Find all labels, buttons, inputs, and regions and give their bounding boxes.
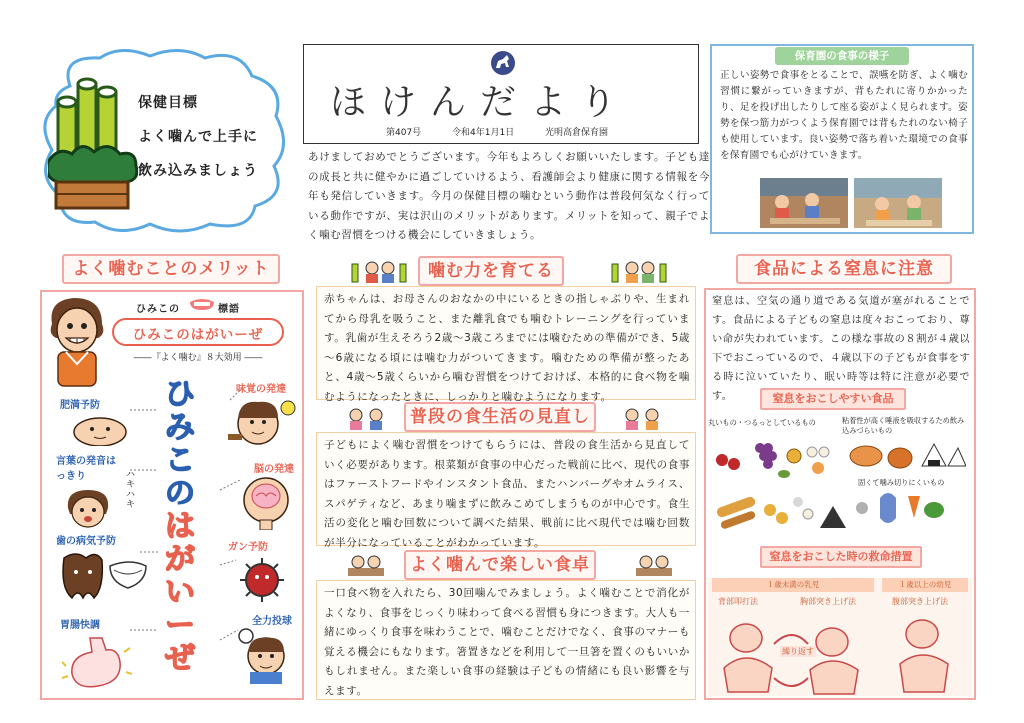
vertical-slogan-char: が xyxy=(165,542,195,577)
goal-line-2: 飲み込みましょう xyxy=(138,163,258,179)
kadomatsu-icon xyxy=(48,62,138,212)
masthead-issue: 第407号 xyxy=(386,128,422,138)
label-stomach: 胃腸快調 xyxy=(60,620,100,631)
chewing-text: 赤ちゃんは、お母さんのおなかの中にいるときの指しゃぶりや、生まれてから母乳を吸うこと、また離乳食でも噛むトレーニングを行っています。乳歯が生えそろう2歳～3歳ころまでには噛むための準備ができ、5歳～6歳になる頃には噛む力がついてきます。噛むための準備が整ったあと、4歳～5歳くらいから噛む習慣をつけておけば、本格的に食べ物を噛むようになったときに、しっかりと噛むようになります。 xyxy=(324,293,690,403)
nursery-photo-2 xyxy=(854,178,942,228)
foods-banner: 窒息をおこしやすい食品 xyxy=(760,388,906,410)
step1a-label: 背部叩打法 xyxy=(718,597,758,606)
step2-tab: １歳以上の幼児 xyxy=(882,578,968,592)
label-obesity: 肥満予防 xyxy=(60,400,100,411)
vertical-slogan-char: は xyxy=(165,509,195,544)
table-banner: よく噛んで楽しい食卓 xyxy=(404,550,596,580)
kids-icon-right-2 xyxy=(620,406,666,430)
choking-banner: 食品による窒息に注意 xyxy=(736,254,952,284)
slogan-subtitle: ――『よく噛む』８大効用 ―― xyxy=(133,353,263,363)
vertical-slogan-char: ー xyxy=(165,608,195,643)
nursery-title: 保育園の食事の様子 xyxy=(775,47,909,65)
goal-line-1: よく噛んで上手に xyxy=(138,129,258,145)
horse-emblem-icon xyxy=(490,50,516,76)
slogan-header-prefix: ひみこの xyxy=(136,304,180,315)
table-text: 一口食べ物を入れたら、30回噛んでみましょう。よく噛むことで消化がよくなり、食事をじっくり味わって食べる習慣も身につきます。大人も一緒にゆっくり食事を味わうことで、噛むことだけでなく、食事のマナーも覚える機会にもなります。箸置きなどを利用して一旦箸を置くのもいいかもしれません。また楽しい食事の経験は子どもの情緒にも良い影響を与えます。 xyxy=(324,587,690,697)
family-icon-right xyxy=(634,552,674,578)
step2a-label: 腹部突き上げ法 xyxy=(892,597,948,606)
vertical-slogan-char: の xyxy=(165,476,195,511)
sticky-foods-icon xyxy=(848,436,966,476)
vertical-slogan-char: ひ xyxy=(165,377,195,412)
merits-banner: よく噛むことのメリット xyxy=(62,254,280,284)
cat-hard-label: 固くて噛み切りにくいもの xyxy=(858,478,945,487)
kids-kadomatsu-icon-right xyxy=(608,258,672,284)
intro-text: あけましておめでとうございます。今年もよろしくお願いいたします。子ども達の成長と共に健やかに過ごしていけるよう、看護師会より健康に関する情報を今年も発信していきます。今月の保健目標の噛むという動作は普段何気なく行っている動作ですが、実は沢山のメリットがあります。メリットを知って、親子でよく噛む習慣をつける機会にしていきましょう。 xyxy=(308,151,710,241)
masthead-date: 令和4年1月1日 xyxy=(452,128,515,138)
masthead-school: 光明高倉保育園 xyxy=(545,128,609,138)
cat-round-label: 丸いもの・つるっとしているもの xyxy=(708,418,816,427)
nursery-photo-1 xyxy=(760,178,848,228)
slogan-text: ひみこのはがいーぜ xyxy=(132,327,264,343)
vertical-slogan-char: い xyxy=(165,575,195,610)
chewing-banner: 噛む力を育てる xyxy=(418,256,564,286)
review-text: 子どもによく噛む習慣をつけてもらうには、普段の食生活から見直していく必要があります。根菜類が食事の中心だった戦前に比べ、現代の食事はファーストフードやインスタント食品、またハンバーグやオムライス、スパゲティなど、あまり噛まずに飲みこめてしまうものが中心です。食生活の変化と噛む回数について調べた結果、戦前に比べ現代では噛む回数が半分になっていることがわかっています。 xyxy=(324,439,690,549)
label-cancer: ガン予防 xyxy=(228,542,268,553)
kids-icon-left-2 xyxy=(344,406,390,430)
label-speech: 言葉の発音はっきり xyxy=(56,456,116,482)
family-icon-left xyxy=(346,552,386,578)
cat-sticky-label: 粘着性が高く唾液を吸収するため飲み込みづらいもの xyxy=(842,416,965,435)
hard-foods-icon xyxy=(712,488,970,534)
review-banner: 普段の食生活の見直し xyxy=(404,402,596,432)
goal-heading: 保健目標 xyxy=(138,95,198,111)
vertical-slogan-char: ぜ xyxy=(165,641,195,676)
round-foods-icon xyxy=(712,434,842,482)
step1b-label: 胸部突き上げ法 xyxy=(800,597,856,606)
label-taste: 味覚の発達 xyxy=(236,384,286,395)
first-aid-banner: 窒息をおこした時の救命措置 xyxy=(760,546,922,568)
speech-bubble-text: ハキハキ xyxy=(126,470,136,510)
label-power: 全力投球 xyxy=(252,616,292,627)
first-aid-illustration xyxy=(712,608,970,696)
vertical-slogan-char: み xyxy=(165,410,195,445)
step1-tab: １歳未満の乳児 xyxy=(712,578,874,592)
masthead-title: ほけんだより xyxy=(330,82,631,123)
kids-kadomatsu-icon-left xyxy=(348,258,412,284)
choking-text: 窒息は、空気の通り道である気道が塞がれることです。食品による子どもの窒息は度々おこっており、尊い命が失われています。この様な事故の８割が４歳以下でおこっているので、４歳以下の子どもが食事をする時に泣いていたり、眠い時等は特に注意が必要です。 xyxy=(712,296,970,402)
connector-lines xyxy=(40,290,304,700)
repeat-label: 繰り返す xyxy=(782,647,814,656)
label-teeth: 歯の病気予防 xyxy=(56,536,116,547)
vertical-slogan-char: こ xyxy=(165,443,195,478)
nursery-text: 正しい姿勢で食事をとることで、誤嚥を防ぎ、よく噛む習慣に繋がっていきますが、背もたれに寄りかかったり、足を投げ出したりして座る姿がよく見られます。姿勢を保つ筋力がつくよう保育園では背もたれのない椅子も使用しています。良い姿勢で落ち着いた環境での食事を保育園でも心がけていきます。 xyxy=(720,70,968,161)
slogan-header-suffix: 標語 xyxy=(218,304,240,315)
label-brain: 脳の発達 xyxy=(254,464,294,475)
